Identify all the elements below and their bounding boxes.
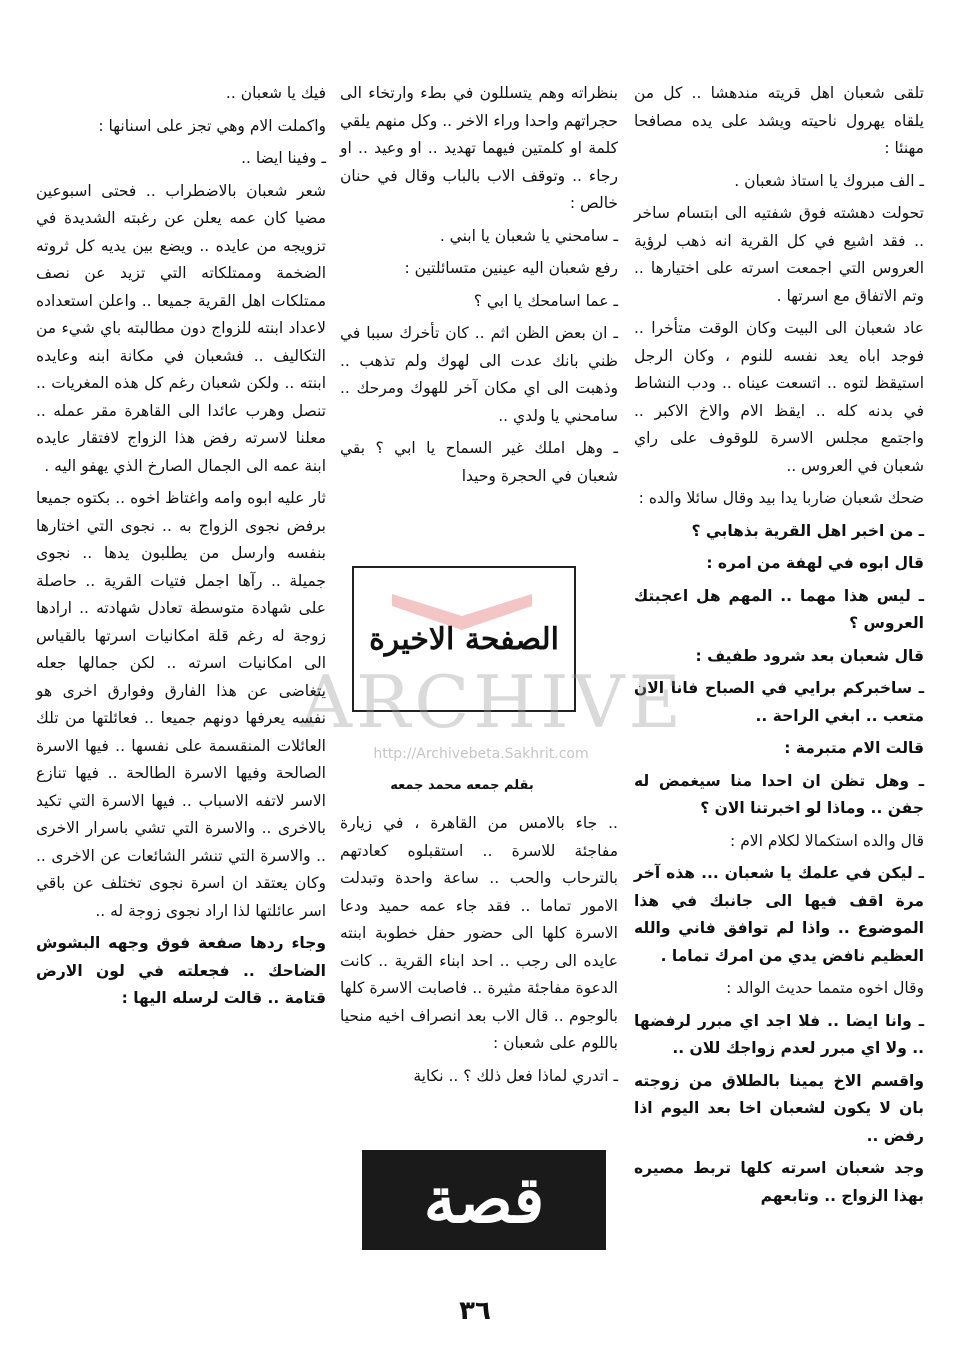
paragraph: وقال اخوه متمما حديث الوالد : [726, 979, 924, 997]
paragraph: وجد شعبان اسرته كلها تربط مصيره بهذا الزواج .. وتابعهم [634, 1159, 924, 1205]
paragraph: قال شعبان بعد شرود طفيف : [695, 646, 924, 665]
paragraph: ـ من اخبر اهل القرية بذهابي ؟ [691, 521, 924, 540]
paragraph: بنظراته وهم يتسللون في بطء وارتخاء الى حجراتهم واحدا وراء الاخر .. وكل منهم يلقي كلمة او كلمتين فيهما تهديد .. او وعيد .. او رجاء .. وتوقف الاب بالباب وقال في حنان خالص : [340, 84, 618, 212]
archive-watermark-url: http://Archivebeta.Sakhrit.com [373, 746, 589, 762]
author-byline: بقلم جمعه محمد جمعه [390, 778, 534, 793]
paragraph: واكملت الام وهي تجز على اسنانها : [98, 116, 326, 135]
paragraph: ـ ليس هذا مهما .. المهم هل اعجبتك العروس ؟ [634, 586, 924, 632]
paragraph: ـ وهل املك غير السماح يا ابي ؟ بقي شعبان في الحجرة وحيدا [340, 439, 618, 485]
paragraph: تحولت دهشته فوق شفتيه الى ابتسام ساخر .. فقد اشيع في كل القرية انه ذهب لرؤية العروس التي اجمعت اسرته على اختيارها .. وتم الاتفاق مع اسرتها . [634, 204, 924, 305]
paragraph: ـ وانا ايضا .. فلا اجد اي مبرر لرفضها .. ولا اي مبرر لعدم زواجك للان .. [634, 1011, 924, 1057]
paragraph: قالت الام متبرمة : [784, 739, 924, 757]
archive-watermark: ARCHIVE [300, 660, 686, 744]
text-column-middle-bottom [340, 810, 618, 1095]
paragraph: قال ابوه في لهفة من امره : [706, 554, 924, 572]
paragraph: ـ وفينا ايضا .. [241, 149, 326, 167]
paragraph: فيك يا شعبان .. [225, 84, 326, 102]
text-column-middle-top [340, 80, 618, 495]
paragraph: وجاء ردها صفعة فوق وجهه البشوش الضاحك .. فجعلته في لون الارض قتامة .. قالت لرسله اليها : [36, 934, 326, 1007]
paragraph: ـ عما اسامحك يا ابي ؟ [473, 291, 618, 310]
paragraph: عاد شعبان الى البيت وكان الوقت متأخرا .. فوجد اباه يعد نفسه للنوم ، وكان الرجل استيقظ لتوه .. اتسعت عيناه .. ودب النشاط في بدنه كله .. ايقظ الام والاخ الاكبر .. واجتمع مجلس الاسرة للوقوف على راي شعبان في العروس .. [634, 319, 924, 475]
section-label-box [362, 1150, 606, 1250]
paragraph: ثار عليه ابوه وامه واغتاظ اخوه .. بكتوه جميعا برفض نجوى الزواج به .. نجوى التي اختارها بنفسه وارسل من يطلبون يدها .. نجوى جميلة .. رآها اجمل فتيات القرية .. حاصلة على شهادة متوسطة تعادل شهادته .. ارادها زوجة له رغم قلة امكانيات اسرتها بالقياس الى امكانيات اسرته .. لكن جمالها جعله يتغاضى عن هذا الفارق وفوارق اخرى هو نفسه يعرفها دونهم جميعا .. فعائلتها من تلك العائلات المنقسمة على نفسها .. فيها الاسرة الصالحة وفيها الاسرة الطالحة .. فيها تنازع الاسر لاتفه الاسباب .. فيها الاسرة التي تكيد بالاخرى .. والاسرة التي تشي باسرار الاخرى .. والاسرة التي تنشر الشائعات عن الاخرى .. وكان يعتقد ان اسرة نجوى تختلف عن باقي اسر عائلتها لذا اراد نجوى زوجة له .. [36, 489, 326, 920]
paragraph: ـ الف مبروك يا استاذ شعبان . [734, 171, 924, 190]
feature-title: الصفحة الاخيرة [369, 621, 559, 657]
paragraph: قال والده استكمالا لكلام الام : [730, 831, 924, 850]
text-column-left [36, 80, 326, 1018]
paragraph: ـ سامحني يا شعبان يا ابني . [439, 226, 618, 245]
paragraph: ضحك شعبان ضاربا يدا بيد وقال سائلا والده : [638, 489, 924, 507]
paragraph: ـ ليكن في علمك يا شعبان ... هذه آخر مرة اقف فيها الى جانبك في هذا الموضوع .. واذا لم توافق فاني والله العظيم نافض يدي من امرك تماما . [634, 864, 924, 965]
paragraph: .. جاء بالامس من القاهرة ، في زيارة مفاجئة للاسرة .. استقبلوه كعادتهم بالترحاب والحب .. ساعة واحدة وتبدلت الامور تماما .. فقد جاء عمه حميد ودعا الاسرة كلها الى حضور حفل خطوبة ابنته عايده الى رجب .. احد ابناء القرية .. كانت الدعوة مفاجئة مثيرة .. فاصابت الاسرة كلها بالوجوم .. قال الاب بعد انصراف اخيه منحيا باللوم على شعبان : [340, 814, 618, 1052]
paragraph: ـ ساخبركم برايي في الصباح فانا الان متعب .. ابغي الراحة .. [634, 679, 924, 725]
paragraph: ـ وهل تظن ان احدا منا سيغمض له جفن .. وماذا لو اخبرتنا الان ؟ [634, 771, 924, 817]
section-label: قصة [423, 1162, 545, 1238]
open-book-icon [372, 586, 552, 636]
paragraph: ـ ان بعض الظن اثم .. كان تأخرك سببا في ظني بانك عدت الى لهوك ولم تذهب .. وذهبت الى اي مكان آخر للهوك ومرحك .. سامحني يا ولدي .. [340, 324, 618, 425]
paragraph: ـ اتدري لماذا فعل ذلك ؟ .. نكاية [413, 1066, 618, 1085]
text-column-right [634, 80, 924, 1215]
paragraph: واقسم الاخ يمينا بالطلاق من زوجته بان لا يكون لشعبان اخا بعد اليوم اذا رفض .. [634, 1071, 924, 1145]
paragraph: شعر شعبان بالاضطراب .. فحتى اسبوعين مضيا كان عمه يعلن عن رغبته الشديدة في تزويجه من عايده .. ويضع بين يديه كل ثروته الضخمة وممتلكاته التي تزيد عن نصف ممتلكات اهل القرية جميعا .. واعلن استعداده لاعداد ابنته للزواج دون مطالبته باي شيء من التكاليف .. فشعبان في مكانة ابنه وعايده ابنته .. ولكن شعبان رغم كل هذه المغريات .. تنصل وهرب عائدا الى القاهرة مقر عمله .. معلنا لاسرته رفض هذا الزواج لافتقار عايده ابنة عمه الى الجمال الصارخ الذي يهفو اليه . [36, 181, 326, 475]
page-number: ٣٦ [459, 1296, 491, 1326]
paragraph: تلقى شعبان اهل قريته مندهشا .. كل من يلقاه يهرول ناحيته ويشد على يده مصافحا مهنئا : [634, 84, 924, 157]
paragraph: رفع شعبان اليه عينين متسائلتين : [404, 259, 618, 277]
